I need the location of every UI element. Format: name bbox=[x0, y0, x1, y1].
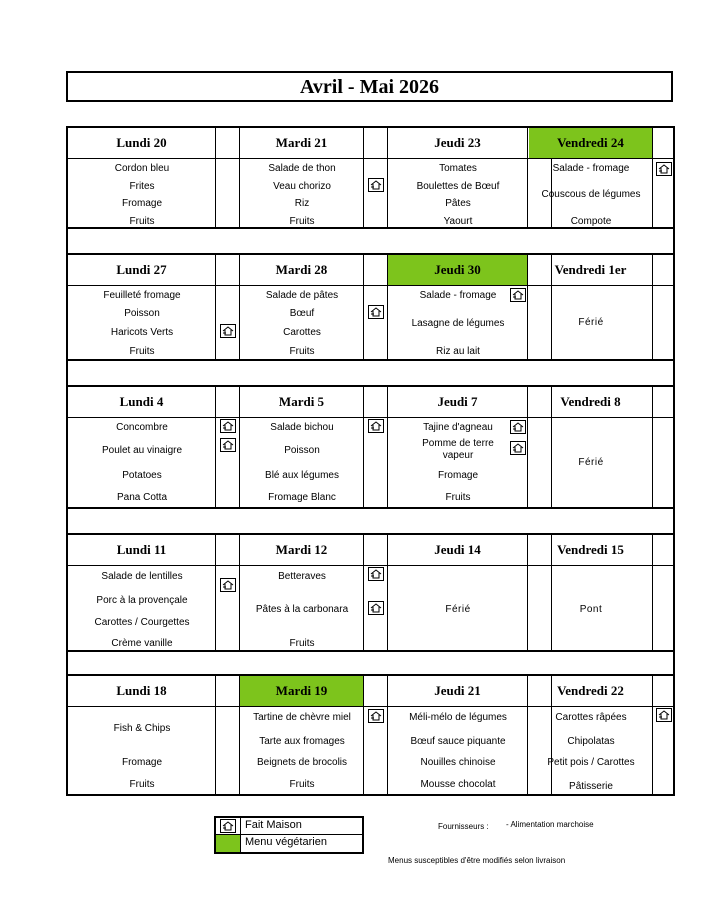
day-header-vegetarian: Jeudi 30 bbox=[388, 255, 528, 285]
day-menu bbox=[68, 286, 216, 359]
menu-item: Cordon bleu bbox=[114, 163, 170, 174]
day-menu bbox=[388, 707, 528, 794]
menu-item: Riz bbox=[294, 198, 310, 209]
day-menu bbox=[240, 418, 364, 507]
menu-item: Pomme de terre vapeur bbox=[422, 438, 494, 461]
menu-item: Pâtes bbox=[445, 198, 471, 209]
day-header: Lundi 4 bbox=[68, 387, 216, 417]
menu-item: Salade de lentilles bbox=[101, 571, 183, 582]
menu-item: Pâtisserie bbox=[569, 781, 613, 792]
day-header: Jeudi 21 bbox=[388, 676, 528, 706]
day-menu bbox=[240, 566, 364, 650]
menu-item: Fruits bbox=[445, 492, 471, 503]
menu-item: Carottes / Courgettes bbox=[94, 617, 190, 628]
holiday-label: Férié bbox=[445, 604, 471, 615]
menu-item: Fromage bbox=[437, 470, 478, 481]
menu-item: Salade - fromage bbox=[552, 163, 630, 174]
fait-maison-icon bbox=[656, 162, 672, 176]
menu-item: Tomates bbox=[439, 163, 477, 174]
menu-item: Concombre bbox=[116, 422, 168, 433]
menu-item: Mousse chocolat bbox=[420, 779, 496, 790]
day-header: Mardi 5 bbox=[240, 387, 364, 417]
menu-item: Pana Cotta bbox=[116, 492, 168, 503]
day-menu bbox=[240, 159, 364, 227]
menu-item: Bœuf bbox=[289, 308, 315, 319]
day-header: Jeudi 14 bbox=[388, 535, 528, 565]
menu-item: Méli-mélo de légumes bbox=[409, 712, 507, 723]
page-title: Avril - Mai 2026 bbox=[66, 71, 673, 102]
menu-item: Tarte aux fromages bbox=[259, 736, 345, 747]
fait-maison-icon bbox=[510, 288, 526, 302]
day-header: Mardi 21 bbox=[240, 128, 364, 158]
day-menu bbox=[68, 159, 216, 227]
fait-maison-icon bbox=[368, 709, 384, 723]
menu-item: Haricots Verts bbox=[110, 327, 174, 338]
menu-item: Fruits bbox=[129, 216, 155, 227]
holiday-label: Férié bbox=[578, 317, 604, 328]
fournisseurs-label: Fournisseurs : bbox=[438, 822, 489, 831]
fait-maison-icon bbox=[510, 420, 526, 434]
menu-item: Frites bbox=[129, 181, 155, 192]
day-menu bbox=[529, 566, 653, 650]
day-menu bbox=[529, 707, 653, 794]
day-header: Lundi 18 bbox=[68, 676, 216, 706]
day-header: Lundi 11 bbox=[68, 535, 216, 565]
legend-vegetarian-label: Menu végétarien bbox=[245, 836, 327, 848]
day-header: Jeudi 23 bbox=[388, 128, 528, 158]
day-menu bbox=[388, 566, 528, 650]
menu-item: Carottes bbox=[283, 327, 321, 338]
menu-item: Bœuf sauce piquante bbox=[410, 736, 506, 747]
fournisseurs-value: - Alimentation marchoise bbox=[506, 820, 594, 829]
menu-item: Beignets de brocolis bbox=[256, 757, 348, 768]
fait-maison-icon bbox=[368, 178, 384, 192]
day-header: Lundi 20 bbox=[68, 128, 216, 158]
menu-item: Carottes râpées bbox=[555, 712, 627, 723]
menu-item: Fromage bbox=[121, 757, 162, 768]
week-3 bbox=[66, 385, 675, 509]
menu-item: Salade de thon bbox=[268, 163, 336, 174]
menu-item: Fruits bbox=[289, 779, 315, 790]
menu-item: Feuilleté fromage bbox=[103, 290, 181, 301]
fait-maison-icon bbox=[220, 438, 236, 452]
day-header: Vendredi 1er bbox=[529, 255, 653, 285]
day-menu bbox=[529, 159, 653, 227]
menu-item: Salade - fromage bbox=[419, 290, 497, 301]
menu-item: Couscous de légumes bbox=[541, 189, 641, 200]
disclaimer-note: Menus susceptibles d'être modifiés selon livraison bbox=[388, 856, 566, 865]
day-menu bbox=[68, 418, 216, 507]
day-header: Vendredi 22 bbox=[529, 676, 653, 706]
day-menu bbox=[68, 566, 216, 650]
menu-item: Compote bbox=[570, 216, 612, 227]
day-menu bbox=[68, 707, 216, 794]
menu-item: Boulettes de Bœuf bbox=[416, 181, 500, 192]
menu-item: Poisson bbox=[124, 308, 160, 319]
fait-maison-icon bbox=[220, 419, 236, 433]
menu-item: Fruits bbox=[129, 779, 155, 790]
fait-maison-icon bbox=[368, 419, 384, 433]
day-menu bbox=[388, 418, 528, 507]
menu-item: Tartine de chèvre miel bbox=[253, 712, 351, 723]
menu-item: Yaourt bbox=[443, 216, 473, 227]
menu-item: Potatoes bbox=[122, 470, 162, 481]
fait-maison-icon bbox=[510, 441, 526, 455]
menu-item: Chipolatas bbox=[567, 736, 615, 747]
fait-maison-icon bbox=[220, 578, 236, 592]
fait-maison-icon bbox=[220, 819, 236, 833]
day-menu bbox=[240, 707, 364, 794]
legend bbox=[214, 816, 364, 854]
day-menu bbox=[529, 418, 653, 507]
day-menu bbox=[529, 286, 653, 359]
legend-fait-maison-label: Fait Maison bbox=[245, 819, 302, 831]
menu-item: Pâtes à la carbonara bbox=[255, 604, 349, 615]
menu-item: Salade de pâtes bbox=[265, 290, 339, 301]
menu-item: Lasagne de légumes bbox=[411, 318, 505, 329]
day-header-vegetarian: Mardi 19 bbox=[240, 676, 364, 706]
menu-item: Veau chorizo bbox=[273, 181, 331, 192]
day-menu bbox=[388, 159, 528, 227]
menu-item: Porc à la provençale bbox=[96, 595, 188, 606]
day-header: Mardi 28 bbox=[240, 255, 364, 285]
day-header: Lundi 27 bbox=[68, 255, 216, 285]
menu-item: Poulet au vinaigre bbox=[101, 445, 183, 456]
menu-item: Fromage bbox=[121, 198, 162, 209]
menu-item: Blé aux légumes bbox=[265, 470, 339, 481]
menu-item: Betteraves bbox=[278, 571, 326, 582]
fait-maison-icon bbox=[220, 324, 236, 338]
day-header: Vendredi 8 bbox=[529, 387, 653, 417]
week-5 bbox=[66, 674, 675, 796]
fait-maison-icon bbox=[368, 305, 384, 319]
week-1 bbox=[66, 126, 675, 229]
menu-item: Fruits bbox=[289, 216, 315, 227]
menu-item: Fish & Chips bbox=[113, 723, 171, 734]
menu-item: Petit pois / Carottes bbox=[547, 757, 635, 768]
day-header-vegetarian: Vendredi 24 bbox=[529, 128, 653, 158]
week-2 bbox=[66, 253, 675, 361]
holiday-label: Pont bbox=[579, 604, 603, 615]
menu-item: Crème vanille bbox=[111, 638, 173, 649]
legend-swatch-fait-maison bbox=[216, 818, 241, 835]
menu-item: Poisson bbox=[284, 445, 320, 456]
day-header: Jeudi 7 bbox=[388, 387, 528, 417]
menu-item: Tajine d'agneau bbox=[423, 422, 493, 433]
menu-item: Nouilles chinoise bbox=[420, 757, 496, 768]
fait-maison-icon bbox=[368, 567, 384, 581]
fait-maison-icon bbox=[368, 601, 384, 615]
day-menu bbox=[388, 286, 528, 359]
menu-item: Fruits bbox=[289, 638, 315, 649]
day-menu bbox=[240, 286, 364, 359]
day-header: Mardi 12 bbox=[240, 535, 364, 565]
fait-maison-icon bbox=[656, 708, 672, 722]
day-header: Vendredi 15 bbox=[529, 535, 653, 565]
week-4 bbox=[66, 533, 675, 652]
holiday-label: Férié bbox=[578, 457, 604, 468]
menu-item: Fruits bbox=[289, 346, 315, 357]
legend-swatch-vegetarian bbox=[216, 835, 241, 852]
menu-item: Riz au lait bbox=[436, 346, 480, 357]
menu-item: Fromage Blanc bbox=[268, 492, 336, 503]
menu-item: Fruits bbox=[129, 346, 155, 357]
menu-item: Salade bichou bbox=[270, 422, 334, 433]
